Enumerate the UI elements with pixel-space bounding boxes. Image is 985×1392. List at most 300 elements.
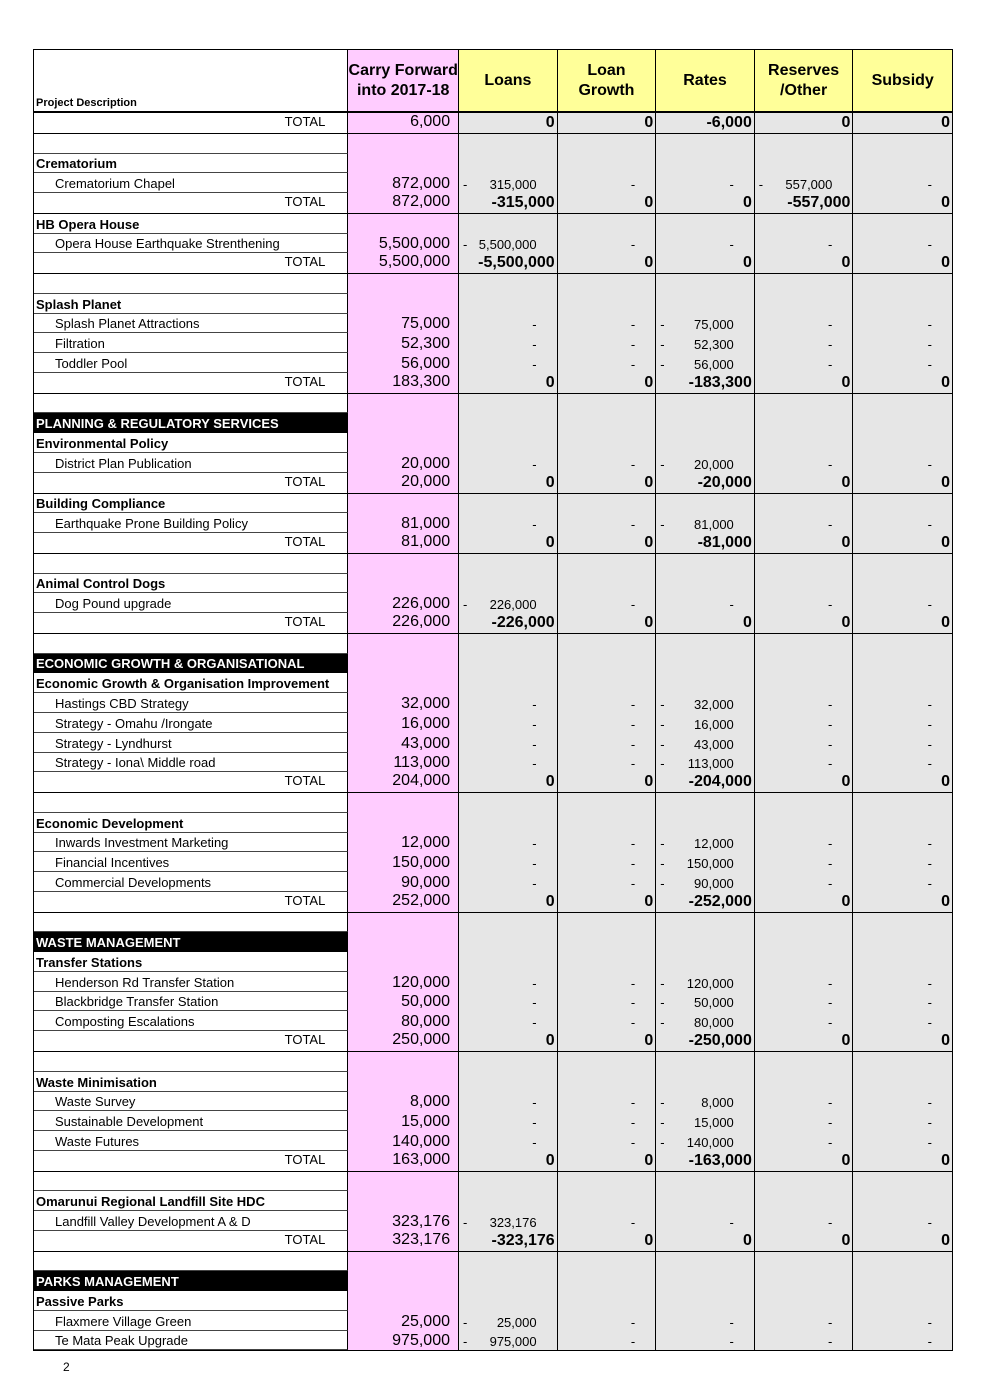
carry-forward-cell: 872,000 (348, 193, 459, 213)
total-row (34, 892, 952, 913)
reserves-value: - (828, 337, 833, 353)
rates-cell (656, 1211, 755, 1231)
loans-cell (459, 913, 558, 933)
subsidy-cell (853, 154, 952, 174)
loans-value: -5,500,000 (478, 254, 555, 272)
reserves-cell (755, 394, 854, 414)
loan-growth-cell (558, 1311, 657, 1331)
section-header-row (34, 1271, 952, 1291)
reserves-cell (755, 952, 854, 972)
subsidy-cell (853, 314, 952, 334)
carry-forward-cell: 204,000 (348, 772, 459, 792)
subsidy-cell (853, 333, 952, 353)
loan-growth-cell (558, 453, 657, 473)
reserves-cell (755, 193, 854, 213)
loans-value: - (532, 875, 537, 891)
carry-forward-cell: 163,000 (348, 1151, 459, 1171)
reserves-cell (755, 634, 854, 654)
rates-cell (656, 813, 755, 833)
carry-forward-cell: 32,000 (348, 693, 459, 713)
negative-sign: - (660, 736, 665, 752)
group-header-row (34, 1191, 952, 1211)
reserves-cell (755, 274, 854, 294)
spacer-row (34, 134, 952, 154)
subsidy-value: 0 (941, 773, 950, 791)
carry-forward-cell (348, 554, 459, 574)
carry-forward-cell: 226,000 (348, 613, 459, 633)
carry-forward-cell (348, 1291, 459, 1311)
loans-cell (459, 294, 558, 314)
spacer-row (34, 1172, 952, 1192)
rates-cell (656, 113, 755, 133)
reserves-cell (755, 713, 854, 733)
reserves-cell (755, 214, 854, 234)
reserves-value: - (828, 1115, 833, 1131)
loan-growth-value: 0 (644, 614, 654, 632)
table-row (34, 872, 952, 892)
subsidy-value: - (927, 1134, 932, 1150)
loan-growth-value: - (630, 856, 636, 872)
subsidy-cell (853, 992, 952, 1012)
loan-growth-cell (558, 1052, 657, 1072)
rates-value: 16,000 (694, 716, 734, 732)
rates-cell (656, 1151, 755, 1171)
carry-forward-cell: 252,000 (348, 892, 459, 912)
reserves-value: - (828, 317, 833, 333)
rates-cell (656, 1331, 755, 1351)
subsidy-value: - (927, 975, 932, 991)
negative-sign: - (463, 177, 468, 193)
carry-forward-cell (348, 134, 459, 154)
header-carry-forward: Carry Forward into 2017-18 (348, 50, 459, 111)
loan-growth-value: 0 (644, 534, 654, 552)
group-header-row (34, 214, 952, 234)
row-description: Crematorium (34, 154, 348, 174)
loans-cell (459, 274, 558, 294)
subsidy-cell (853, 294, 952, 314)
reserves-cell (755, 513, 854, 533)
row-description: Sustainable Development (34, 1111, 348, 1131)
row-description: Splash Planet Attractions (34, 314, 348, 334)
row-description: Waste Futures (34, 1131, 348, 1151)
negative-sign: - (463, 1334, 468, 1350)
reserves-value: - (828, 1015, 833, 1031)
loan-growth-cell (558, 193, 657, 213)
loan-growth-cell (558, 813, 657, 833)
loan-growth-value: - (630, 1015, 636, 1031)
row-description: Toddler Pool (34, 353, 348, 373)
rates-cell (656, 1031, 755, 1051)
row-description (34, 1252, 348, 1272)
loans-value: - (532, 1115, 537, 1131)
row-description: Filtration (34, 333, 348, 353)
rates-cell (656, 134, 755, 154)
carry-forward-cell (348, 1052, 459, 1072)
loans-cell (459, 134, 558, 154)
subsidy-cell (853, 113, 952, 133)
loans-value: -315,000 (491, 194, 555, 212)
rates-value: 56,000 (694, 356, 734, 372)
row-description: Economic Development (34, 813, 348, 833)
loan-growth-cell (558, 1231, 657, 1251)
rates-cell (656, 753, 755, 773)
loans-cell (459, 1211, 558, 1231)
reserves-cell (755, 1231, 854, 1251)
subsidy-cell (853, 1052, 952, 1072)
loan-growth-cell (558, 872, 657, 892)
negative-sign: - (660, 975, 665, 991)
loan-growth-cell (558, 574, 657, 594)
loans-cell (459, 513, 558, 533)
reserves-cell (755, 733, 854, 753)
subsidy-cell (853, 1252, 952, 1272)
reserves-cell (755, 154, 854, 174)
subsidy-cell (853, 554, 952, 574)
rates-value: 0 (742, 254, 752, 272)
loan-growth-cell (558, 654, 657, 674)
rates-cell (656, 1291, 755, 1311)
rates-cell (656, 314, 755, 334)
subsidy-cell (853, 1231, 952, 1251)
rates-cell (656, 1092, 755, 1112)
subsidy-cell (853, 713, 952, 733)
row-description: Earthquake Prone Building Policy (34, 513, 348, 533)
rates-cell (656, 214, 755, 234)
rates-value: -20,000 (697, 473, 752, 491)
rates-cell (656, 1172, 755, 1192)
rates-value: 80,000 (694, 1015, 734, 1031)
loan-growth-cell (558, 992, 657, 1012)
loan-growth-cell (558, 473, 657, 493)
loans-cell (459, 992, 558, 1012)
loan-growth-value: - (630, 836, 636, 852)
loans-cell (459, 1031, 558, 1051)
carry-forward-cell: 323,176 (348, 1231, 459, 1251)
loans-cell (459, 433, 558, 453)
table-row (34, 1311, 952, 1331)
row-description: Blackbridge Transfer Station (34, 992, 348, 1012)
loan-growth-cell (558, 753, 657, 773)
loan-growth-cell (558, 253, 657, 273)
loan-growth-value: - (630, 975, 636, 991)
row-description: Waste Minimisation (34, 1072, 348, 1092)
rates-cell (656, 1131, 755, 1151)
subsidy-value: - (927, 736, 932, 752)
loans-value: 0 (545, 773, 555, 791)
table-row (34, 1111, 952, 1131)
loan-growth-value: - (630, 736, 636, 752)
loan-growth-cell (558, 294, 657, 314)
reserves-cell (755, 913, 854, 933)
negative-sign: - (758, 177, 764, 193)
table-row (34, 753, 952, 773)
loan-growth-value: - (630, 875, 636, 891)
rates-value: -204,000 (688, 773, 752, 791)
loan-growth-cell (558, 1331, 657, 1351)
table-row (34, 1211, 952, 1231)
loan-growth-value: 0 (644, 194, 654, 212)
loans-cell (459, 214, 558, 234)
rates-cell (656, 1252, 755, 1272)
subsidy-cell (853, 613, 952, 633)
carry-forward-cell (348, 433, 459, 453)
subsidy-value: - (927, 177, 932, 193)
group-header-row (34, 673, 952, 693)
loan-growth-value: - (630, 456, 636, 472)
carry-forward-cell (348, 294, 459, 314)
negative-sign: - (660, 995, 665, 1011)
subsidy-value: 0 (941, 614, 950, 632)
reserves-cell (755, 1331, 854, 1351)
loan-growth-cell (558, 154, 657, 174)
carry-forward-cell (348, 154, 459, 174)
row-description: TOTAL (34, 373, 348, 393)
loans-cell (459, 113, 558, 133)
table-row (34, 234, 952, 254)
loan-growth-value: 0 (644, 254, 654, 272)
rates-value: - (729, 177, 734, 193)
loans-cell (459, 1231, 558, 1251)
total-row (34, 1151, 952, 1172)
loans-value: - (532, 836, 537, 852)
loans-cell (459, 1052, 558, 1072)
loan-growth-cell (558, 1211, 657, 1231)
loans-cell (459, 1011, 558, 1031)
rates-value: 12,000 (694, 836, 734, 852)
carry-forward-cell: 150,000 (348, 852, 459, 872)
reserves-cell (755, 1151, 854, 1171)
reserves-value: - (828, 995, 833, 1011)
row-description: Environmental Policy (34, 433, 348, 453)
loan-growth-cell (558, 513, 657, 533)
subsidy-cell (853, 1011, 952, 1031)
loan-growth-cell (558, 134, 657, 154)
carry-forward-cell: 975,000 (348, 1331, 459, 1351)
spacer-row (34, 913, 952, 933)
reserves-cell (755, 253, 854, 273)
loan-growth-cell (558, 892, 657, 912)
loan-growth-cell (558, 772, 657, 792)
rates-cell (656, 1231, 755, 1251)
negative-sign: - (463, 1214, 468, 1230)
header-project-description: Project Description (34, 50, 348, 111)
reserves-cell (755, 693, 854, 713)
loans-cell (459, 972, 558, 992)
rates-value: -250,000 (688, 1032, 752, 1050)
loan-growth-cell (558, 234, 657, 254)
rates-value: 8,000 (701, 1095, 734, 1111)
carry-forward-cell: 140,000 (348, 1131, 459, 1151)
subsidy-value: - (927, 756, 932, 772)
subsidy-cell (853, 972, 952, 992)
total-row (34, 113, 952, 134)
row-description: Waste Survey (34, 1092, 348, 1112)
spacer-row (34, 1052, 952, 1072)
subsidy-cell (853, 1131, 952, 1151)
loan-growth-value: - (630, 1134, 636, 1150)
subsidy-value: - (927, 456, 932, 472)
table-row (34, 733, 952, 753)
reserves-cell (755, 294, 854, 314)
carry-forward-cell: 120,000 (348, 972, 459, 992)
loan-growth-value: - (630, 1115, 636, 1131)
subsidy-cell (853, 513, 952, 533)
reserves-cell (755, 1191, 854, 1211)
subsidy-value: - (927, 1015, 932, 1031)
subsidy-value: - (927, 696, 932, 712)
loan-growth-cell (558, 1252, 657, 1272)
loan-growth-cell (558, 1072, 657, 1092)
spacer-row (34, 793, 952, 813)
total-row (34, 1231, 952, 1252)
subsidy-cell (853, 913, 952, 933)
rates-cell (656, 394, 755, 414)
loan-growth-cell (558, 1172, 657, 1192)
rates-value: 113,000 (687, 756, 734, 772)
row-description: Building Compliance (34, 494, 348, 514)
loan-growth-cell (558, 733, 657, 753)
rates-cell (656, 274, 755, 294)
loans-value: - (532, 756, 537, 772)
reserves-cell (755, 833, 854, 853)
loan-growth-cell (558, 373, 657, 393)
carry-forward-cell: 8,000 (348, 1092, 459, 1112)
carry-forward-cell (348, 574, 459, 594)
carry-forward-cell (348, 274, 459, 294)
reserves-cell (755, 1211, 854, 1231)
rates-cell (656, 932, 755, 952)
row-description: Inwards Investment Marketing (34, 833, 348, 853)
subsidy-cell (853, 654, 952, 674)
loans-cell (459, 892, 558, 912)
loans-value: 0 (545, 892, 555, 910)
rates-value: 90,000 (694, 875, 734, 891)
row-description: ECONOMIC GROWTH & ORGANISATIONAL (34, 654, 348, 674)
subsidy-value: - (927, 356, 932, 372)
subsidy-value: 0 (941, 254, 950, 272)
rates-value: 75,000 (694, 317, 734, 333)
table-row (34, 453, 952, 473)
loans-cell (459, 833, 558, 853)
capital-carry-forward-table (33, 49, 953, 1351)
subsidy-value: - (927, 1314, 932, 1330)
loan-growth-value: - (630, 356, 636, 372)
carry-forward-cell: 81,000 (348, 513, 459, 533)
loans-cell (459, 952, 558, 972)
carry-forward-cell: 872,000 (348, 173, 459, 193)
loan-growth-cell (558, 634, 657, 654)
section-header-row (34, 654, 952, 674)
rates-cell (656, 872, 755, 892)
subsidy-cell (853, 1111, 952, 1131)
loan-growth-value: 0 (644, 773, 654, 791)
row-description: TOTAL (34, 892, 348, 912)
loan-growth-value: 0 (644, 1231, 654, 1249)
group-header-row (34, 1291, 952, 1311)
loan-growth-value: 0 (644, 114, 654, 131)
table-row (34, 1092, 952, 1112)
subsidy-cell (853, 433, 952, 453)
subsidy-value: - (927, 517, 932, 533)
loan-growth-cell (558, 852, 657, 872)
header-reserves-other: Reserves /Other (755, 50, 854, 111)
row-description: Passive Parks (34, 1291, 348, 1311)
row-description: PARKS MANAGEMENT (34, 1271, 348, 1291)
row-description (34, 134, 348, 154)
loans-value: 226,000 (489, 597, 537, 613)
row-description (34, 394, 348, 414)
carry-forward-cell (348, 214, 459, 234)
row-description: Strategy - Lyndhurst (34, 733, 348, 753)
subsidy-cell (853, 193, 952, 213)
row-description: Crematorium Chapel (34, 173, 348, 193)
carry-forward-cell: 90,000 (348, 872, 459, 892)
carry-forward-cell (348, 1172, 459, 1192)
reserves-value: - (828, 1214, 833, 1230)
carry-forward-cell: 20,000 (348, 473, 459, 493)
loan-growth-value: 0 (644, 373, 654, 391)
loan-growth-cell (558, 333, 657, 353)
rates-cell (656, 173, 755, 193)
carry-forward-cell: 6,000 (348, 113, 459, 133)
row-description (34, 793, 348, 813)
subsidy-cell (853, 772, 952, 792)
group-header-row (34, 154, 952, 174)
header-rates: Rates (656, 50, 755, 111)
reserves-cell (755, 134, 854, 154)
loan-growth-cell (558, 613, 657, 633)
carry-forward-cell (348, 634, 459, 654)
subsidy-cell (853, 1172, 952, 1192)
subsidy-cell (853, 793, 952, 813)
loan-growth-cell (558, 932, 657, 952)
reserves-cell (755, 413, 854, 433)
row-description: Opera House Earthquake Strenthening (34, 234, 348, 254)
reserves-value: - (828, 1095, 833, 1111)
subsidy-cell (853, 1191, 952, 1211)
rates-cell (656, 1072, 755, 1092)
row-description: TOTAL (34, 1151, 348, 1171)
negative-sign: - (660, 517, 665, 533)
row-description: WASTE MANAGEMENT (34, 932, 348, 952)
loan-growth-value: - (630, 756, 636, 772)
reserves-value: - (828, 856, 833, 872)
rates-cell (656, 913, 755, 933)
rates-cell (656, 972, 755, 992)
subsidy-value: - (927, 317, 932, 333)
rates-cell (656, 992, 755, 1012)
loans-cell (459, 872, 558, 892)
reserves-value: -557,000 (787, 194, 851, 212)
rates-cell (656, 533, 755, 553)
subsidy-cell (853, 733, 952, 753)
subsidy-value: 0 (941, 1151, 950, 1169)
total-row (34, 772, 952, 793)
rates-value: 0 (742, 194, 752, 212)
reserves-cell (755, 892, 854, 912)
total-row (34, 253, 952, 274)
carry-forward-cell: 12,000 (348, 833, 459, 853)
loan-growth-cell (558, 952, 657, 972)
reserves-cell (755, 1011, 854, 1031)
subsidy-cell (853, 753, 952, 773)
loans-value: 0 (545, 373, 555, 391)
subsidy-cell (853, 952, 952, 972)
loans-value: -323,176 (491, 1231, 555, 1249)
carry-forward-cell (348, 494, 459, 514)
reserves-cell (755, 852, 854, 872)
rates-value: 20,000 (694, 456, 734, 472)
